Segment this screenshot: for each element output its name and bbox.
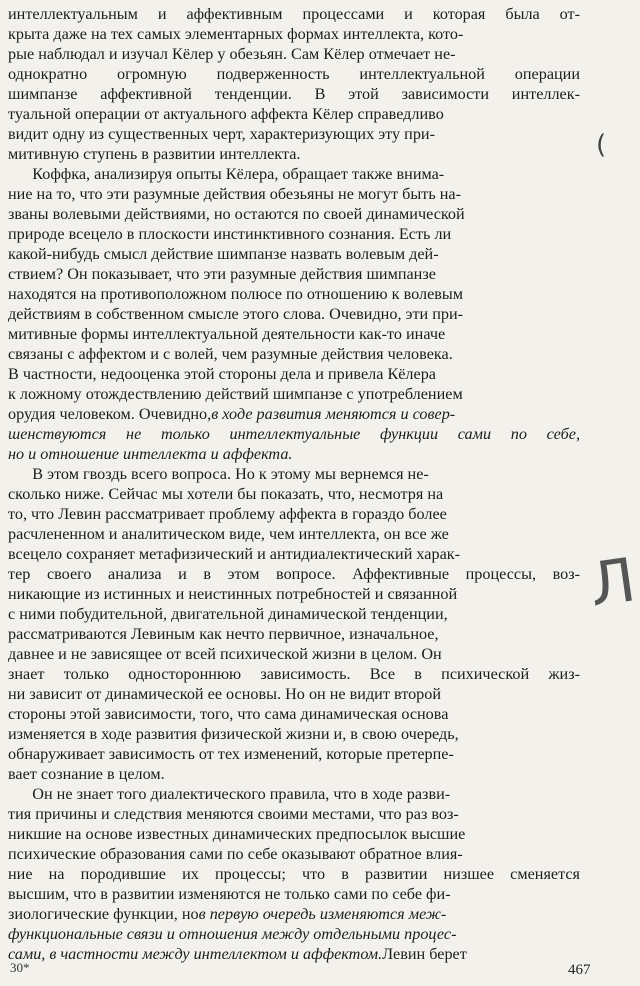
text-line bbox=[8, 844, 582, 865]
text-line bbox=[8, 644, 582, 665]
text-line-content bbox=[8, 224, 451, 245]
line-text: однократно огромную подверженность интеллектуальной операции bbox=[8, 65, 580, 83]
text-line bbox=[8, 804, 582, 825]
text-line-content bbox=[8, 44, 456, 65]
text-line-content bbox=[8, 444, 292, 465]
text-line-content bbox=[8, 604, 448, 625]
text-line-content bbox=[8, 844, 463, 865]
text-line-content bbox=[8, 364, 436, 385]
text-line bbox=[8, 864, 582, 885]
text-line bbox=[8, 224, 582, 245]
text-line-content bbox=[8, 164, 444, 185]
line-text: всецело сохраняет метафизический и антидиалектический харак- bbox=[8, 545, 461, 563]
line-text: связаны с аффектом и с волей, чем разумные действия человека. bbox=[8, 345, 453, 363]
text-line bbox=[8, 604, 582, 625]
line-text: Коффка, анализируя опыты Кёлера, обращает также внима- bbox=[8, 165, 445, 183]
text-line bbox=[8, 784, 582, 805]
text-line bbox=[8, 524, 582, 545]
text-line-content bbox=[8, 4, 580, 25]
line-text: с ними побудительной, двигательной динамической тенденции, bbox=[8, 605, 448, 623]
line-text: никшие на основе известных динамических предпосылок высшие bbox=[8, 825, 466, 843]
italic-text: в ходе развития меняются и совер- bbox=[211, 405, 456, 423]
text-line-content bbox=[8, 424, 580, 445]
line-text: природе всецело в плоскости инстинктивного сознания. Есть ли bbox=[8, 225, 452, 243]
text-line-content bbox=[8, 744, 454, 765]
text-line-content bbox=[8, 584, 457, 605]
line-text: званы волевыми действиями, но остаются по своей динамической bbox=[8, 205, 465, 223]
line-text: шимпанзе аффективной тенденции. В этой зависимости интеллек- bbox=[8, 85, 580, 103]
text-line bbox=[8, 124, 582, 145]
text-line-content bbox=[8, 64, 580, 85]
text-line-content bbox=[8, 464, 429, 485]
line-text: тер своего анализа и в этом вопросе. Аффективные процессы, воз- bbox=[8, 565, 580, 583]
text-line-content bbox=[8, 804, 459, 825]
text-line bbox=[8, 924, 582, 945]
text-line bbox=[8, 684, 582, 705]
text-line bbox=[8, 624, 582, 645]
line-text: знает только одностороннюю зависимость. Все в психической жиз- bbox=[8, 665, 580, 683]
text-line bbox=[8, 4, 582, 25]
line-text: расчлененном и аналитическом виде, чем интеллекта, он все же bbox=[8, 525, 449, 543]
line-text: то, что Левин рассматривает проблему аффекта в гораздо более bbox=[8, 505, 447, 523]
line-text: обнаруживает зависимость от тех изменений, которые претерпе- bbox=[8, 745, 454, 763]
line-text: высшим, что в развитии изменяются не только сами по себе фи- bbox=[8, 885, 451, 903]
text-line bbox=[8, 664, 582, 685]
line-text: действиям в собственном смысле этого слова. Очевидно, эти при- bbox=[8, 305, 464, 323]
text-line-content bbox=[8, 824, 465, 845]
text-line bbox=[8, 284, 582, 305]
line-text: туальной операции от актуального аффекта Кёлер справедливо bbox=[8, 105, 444, 123]
line-text: митивную ступень в развитии интеллекта. bbox=[8, 145, 301, 163]
text-line bbox=[8, 164, 582, 185]
text-line bbox=[8, 24, 582, 45]
line-text: рассматриваются Левиным как нечто первичное, изначальное, bbox=[8, 625, 439, 643]
text-line bbox=[8, 904, 582, 925]
line-text: Левин берет bbox=[382, 945, 467, 963]
text-line-content bbox=[8, 884, 451, 905]
text-line bbox=[8, 424, 582, 445]
text-line bbox=[8, 184, 582, 205]
line-text: ние на породившие их процессы; что в развитии низшее сменяется bbox=[8, 865, 580, 883]
text-line-content bbox=[8, 384, 463, 405]
text-line-content bbox=[8, 84, 580, 105]
line-text: ние на то, что эти разумные действия обезьяны не могут быть на- bbox=[8, 185, 461, 203]
line-text: митивные формы интеллектуальной деятельности как-то иначе bbox=[8, 325, 446, 343]
text-line bbox=[8, 364, 582, 385]
text-line bbox=[8, 764, 582, 785]
text-line-content bbox=[8, 264, 436, 285]
text-line-content bbox=[8, 484, 443, 505]
text-line bbox=[8, 344, 582, 365]
italic-text: в первую очередь изменяются меж- bbox=[198, 905, 447, 923]
text-line-content bbox=[8, 204, 465, 225]
line-text: рые наблюдал и изучал Кёлер у обезьян. Сам Кёлер отмечает не- bbox=[8, 45, 456, 63]
text-line bbox=[8, 544, 582, 565]
line-text: видит одну из существенных черт, характеризующих эту при- bbox=[8, 125, 435, 143]
line-text: какой-нибудь смысл действие шимпанзе назвать волевым дей- bbox=[8, 245, 439, 263]
text-line-content bbox=[8, 764, 165, 785]
italic-text: функциональные связи и отношения между отдельными процес- bbox=[8, 925, 457, 943]
text-line-content bbox=[8, 864, 580, 885]
text-line-content bbox=[8, 944, 467, 965]
line-text: находятся на противоположном полюсе по отношению к волевым bbox=[8, 285, 464, 303]
text-line-content bbox=[8, 324, 445, 345]
page-number: 467 bbox=[568, 962, 591, 978]
italic-text: но и отношение интеллекта и аффекта. bbox=[8, 445, 293, 463]
text-line bbox=[8, 464, 582, 485]
line-text: ни зависит от динамической ее основы. Но он не видит второй bbox=[8, 685, 442, 703]
text-line-content bbox=[8, 244, 439, 265]
text-line-content bbox=[8, 24, 463, 45]
text-line bbox=[8, 264, 582, 285]
text-line bbox=[8, 104, 582, 125]
text-line bbox=[8, 584, 582, 605]
text-line-content bbox=[8, 664, 580, 685]
line-text: сколько ниже. Сейчас мы хотели бы показать, что, несмотря на bbox=[8, 485, 444, 503]
margin-bracket-mark: ( bbox=[596, 130, 607, 160]
text-line bbox=[8, 704, 582, 725]
text-line bbox=[8, 244, 582, 265]
line-text: В частности, недооценка этой стороны дела и привела Кёлера bbox=[8, 365, 436, 383]
line-text: изменяется в ходе развития физической жизни и, в свою очередь, bbox=[8, 725, 459, 743]
text-line-content bbox=[8, 404, 455, 425]
text-line bbox=[8, 304, 582, 325]
text-line bbox=[8, 144, 582, 165]
text-line-content bbox=[8, 644, 442, 665]
book-page bbox=[8, 2, 591, 986]
line-text: тия причины и следствия меняются своими местами, что раз воз- bbox=[8, 805, 459, 823]
text-line-content bbox=[8, 284, 463, 305]
line-text: психические образования сами по себе оказывают обратное влия- bbox=[8, 845, 463, 863]
text-line-content bbox=[8, 144, 300, 165]
text-line bbox=[8, 44, 582, 65]
text-line bbox=[8, 204, 582, 225]
text-line-content bbox=[8, 544, 460, 565]
text-line-content bbox=[8, 924, 456, 945]
text-line bbox=[8, 64, 582, 85]
text-line bbox=[8, 444, 582, 465]
line-text: к ложному отождествлению действий шимпанзе с употреблением bbox=[8, 385, 463, 403]
text-line-content bbox=[8, 304, 463, 325]
text-line-content bbox=[8, 904, 446, 925]
text-line-content bbox=[8, 184, 461, 205]
text-line-content bbox=[8, 564, 580, 585]
text-line-content bbox=[8, 104, 444, 125]
text-line bbox=[8, 384, 582, 405]
text-line bbox=[8, 404, 582, 425]
line-text: крыта даже на тех самых элементарных формах интеллекта, кото- bbox=[8, 25, 464, 43]
line-text: орудия человеком. Очевидно, bbox=[8, 405, 212, 423]
line-text: зиологические функции, но bbox=[8, 905, 199, 923]
line-text: стороны этой зависимости, того, что сама динамическая основа bbox=[8, 705, 449, 723]
text-line-content bbox=[8, 504, 447, 525]
text-line bbox=[8, 484, 582, 505]
text-line-content bbox=[8, 784, 450, 805]
italic-text: сами, в частности между интеллектом и аффектом. bbox=[8, 945, 383, 963]
line-text: вает сознание в целом. bbox=[8, 765, 165, 783]
text-line bbox=[8, 504, 582, 525]
text-line bbox=[8, 884, 582, 905]
italic-text: шенствуются не только интеллектуальные функции сами по себе, bbox=[8, 425, 580, 443]
text-line-content bbox=[8, 344, 453, 365]
line-text: давнее и не зависящее от всей психической жизни в целом. Он bbox=[8, 645, 442, 663]
text-line bbox=[8, 824, 582, 845]
text-line-content bbox=[8, 124, 435, 145]
margin-handwritten-letter: Л bbox=[585, 545, 640, 621]
text-line bbox=[8, 564, 582, 585]
signature-mark: 30* bbox=[10, 960, 30, 975]
line-text: интеллектуальным и аффективным процессами и которая была от- bbox=[8, 5, 580, 23]
text-line-content bbox=[8, 524, 449, 545]
text-line-content bbox=[8, 684, 441, 705]
text-line bbox=[8, 84, 582, 105]
text-line bbox=[8, 324, 582, 345]
line-text: Он не знает того диалектического правила, что в ходе разви- bbox=[8, 785, 451, 803]
text-line bbox=[8, 744, 582, 765]
text-line-content bbox=[8, 724, 459, 745]
line-text: никающие из истинных и неистинных потребностей и связанной bbox=[8, 585, 458, 603]
line-text: ствием? Он показывает, что эти разумные действия шимпанзе bbox=[8, 265, 436, 283]
line-text: В этом гвоздь всего вопроса. Но к этому мы вернемся не- bbox=[8, 465, 429, 483]
text-line-content bbox=[8, 704, 448, 725]
text-line bbox=[8, 944, 582, 965]
text-line-content bbox=[8, 624, 439, 645]
text-line bbox=[8, 724, 582, 745]
